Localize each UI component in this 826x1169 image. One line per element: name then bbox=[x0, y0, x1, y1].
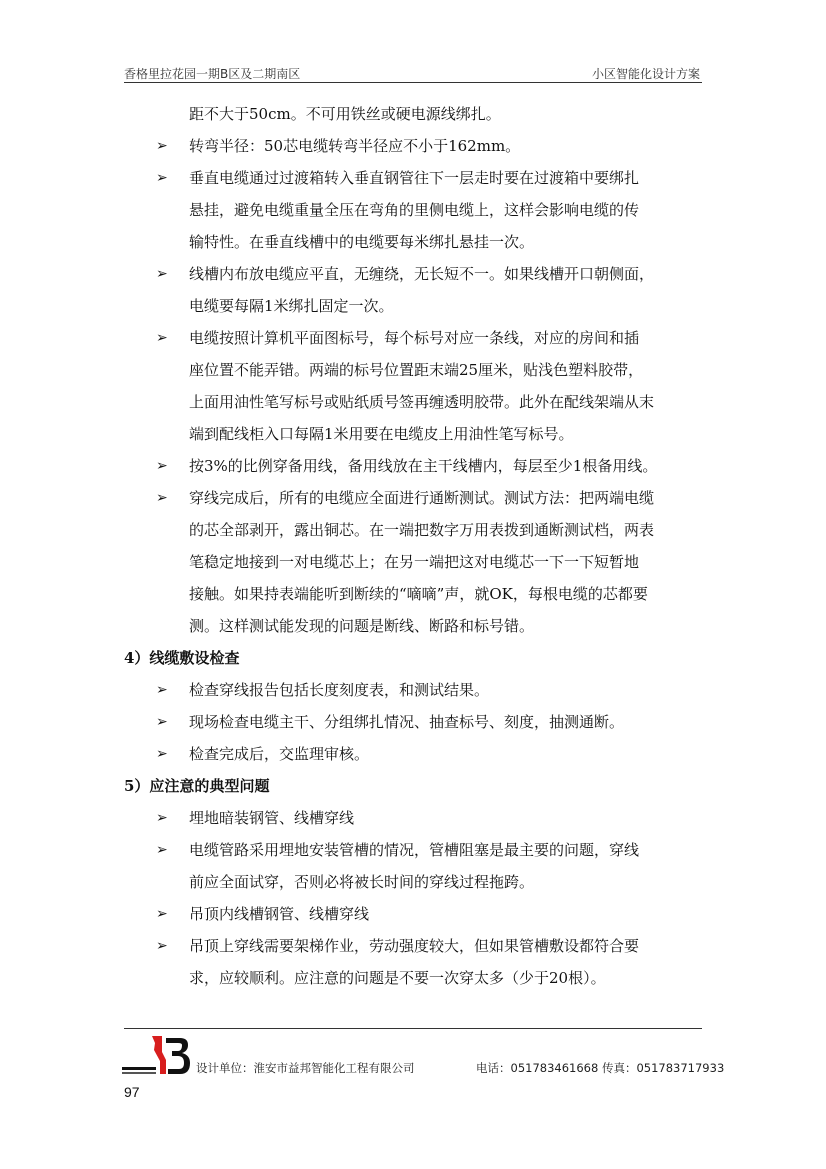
list-item-text: 检查完成后，交监理审核。 bbox=[189, 745, 370, 763]
list-item-text: 穿线完成后，所有的电缆应全面进行通断测试。测试方法：把两端电缆 bbox=[189, 489, 655, 507]
arrow-bullet-icon: ➢ bbox=[156, 938, 168, 954]
footer-contact: 电话：051783461668 传真：051783717933 bbox=[476, 1061, 725, 1075]
arrow-bullet-icon: ➢ bbox=[156, 746, 168, 762]
paragraph-line: 接触。如果持表端能听到断续的“嘀嘀”声，就OK，每根电缆的芯都要 bbox=[189, 585, 648, 603]
paragraph-line: 的芯全部剥开，露出铜芯。在一端把数字万用表拨到通断测试档，两表 bbox=[189, 521, 655, 539]
heading-text: 4）线缆敷设检查 bbox=[124, 649, 240, 667]
arrow-bullet-icon: ➢ bbox=[156, 458, 168, 474]
list-item-text: 检查穿线报告包括长度刻度表，和测试结果。 bbox=[189, 681, 490, 699]
paragraph-line: 端到配线柜入口每隔1米用要在电缆皮上用油性笔写标号。 bbox=[189, 425, 574, 443]
list-item bbox=[124, 738, 704, 770]
arrow-bullet-icon: ➢ bbox=[156, 714, 168, 730]
paragraph-line: 输特性。在垂直线槽中的电缆要每米绑扎悬挂一次。 bbox=[189, 233, 535, 251]
arrow-bullet-icon: ➢ bbox=[156, 842, 168, 858]
paragraph-line: 前应全面试穿，否则必将被长时间的穿线过程拖跨。 bbox=[189, 873, 535, 891]
list-item-text: 现场检查电缆主干、分组绑扎情况、抽查标号、刻度，抽测通断。 bbox=[189, 713, 625, 731]
arrow-bullet-icon: ➢ bbox=[156, 682, 168, 698]
document-body bbox=[124, 98, 704, 994]
arrow-bullet-icon: ➢ bbox=[156, 330, 168, 346]
list-item-text: 电缆按照计算机平面图标号，每个标号对应一条线，对应的房间和插 bbox=[189, 329, 640, 347]
list-item-text: 埋地暗装钢管、线槽穿线 bbox=[189, 809, 355, 827]
list-item bbox=[124, 674, 704, 706]
footer-company: 设计单位：淮安市益邦智能化工程有限公司 bbox=[196, 1061, 415, 1075]
paragraph-line: 电缆要每隔1米绑扎固定一次。 bbox=[189, 297, 394, 315]
list-item bbox=[124, 930, 704, 962]
list-item bbox=[124, 482, 704, 514]
section-heading bbox=[124, 770, 704, 802]
arrow-bullet-icon: ➢ bbox=[156, 490, 168, 506]
paragraph-line: 测。这样测试能发现的问题是断线、断路和标号错。 bbox=[189, 617, 535, 635]
arrow-bullet-icon: ➢ bbox=[156, 810, 168, 826]
list-item bbox=[124, 450, 704, 482]
arrow-bullet-icon: ➢ bbox=[156, 906, 168, 922]
list-item bbox=[124, 834, 704, 866]
footer-divider bbox=[124, 1028, 702, 1029]
header-doc-title: 小区智能化设计方案 bbox=[591, 67, 700, 81]
list-item-text: 转弯半径：50芯电缆转弯半径应不小于162mm。 bbox=[189, 137, 521, 155]
list-item bbox=[124, 898, 704, 930]
paragraph-line: 悬挂，避免电缆重量全压在弯角的里侧电缆上，这样会影响电缆的传 bbox=[189, 201, 640, 219]
list-item bbox=[124, 130, 704, 162]
header-project-title: 香格里拉花园一期B区及二期南区 bbox=[124, 67, 301, 81]
paragraph-line: 距不大于50cm。不可用铁丝或硬电源线绑扎。 bbox=[189, 105, 501, 123]
list-item-text: 吊顶上穿线需要架梯作业，劳动强度较大，但如果管槽敷设都符合要 bbox=[189, 937, 640, 955]
list-item bbox=[124, 802, 704, 834]
paragraph-line: 上面用油性笔写标号或贴纸质号签再缠透明胶带。此外在配线架端从末 bbox=[189, 393, 655, 411]
list-item-text: 按3%的比例穿备用线，备用线放在主干线槽内，每层至少1根备用线。 bbox=[189, 457, 658, 475]
page-number: 97 bbox=[124, 1084, 140, 1100]
section-heading bbox=[124, 642, 704, 674]
list-item bbox=[124, 322, 704, 354]
arrow-bullet-icon: ➢ bbox=[156, 138, 168, 154]
list-item bbox=[124, 706, 704, 738]
paragraph-line: 求，应较顺利。应注意的问题是不要一次穿太多（少于20根）。 bbox=[189, 969, 606, 987]
heading-text: 5）应注意的典型问题 bbox=[124, 777, 270, 795]
paragraph-line: 座位置不能弄错。两端的标号位置距末端25厘米，贴浅色塑料胶带， bbox=[189, 361, 644, 379]
list-item-text: 线槽内布放电缆应平直，无缠绕，无长短不一。如果线槽开口朝侧面， bbox=[189, 265, 655, 283]
list-item bbox=[124, 258, 704, 290]
list-item-text: 垂直电缆通过过渡箱转入垂直钢管往下一层走时要在过渡箱中要绑扎 bbox=[189, 169, 640, 187]
page-header bbox=[124, 64, 702, 83]
paragraph-line: 笔稳定地接到一对电缆芯上；在另一端把这对电缆芯一下一下短暂地 bbox=[189, 553, 640, 571]
list-item-text: 电缆管路采用埋地安装管槽的情况，管槽阻塞是最主要的问题，穿线 bbox=[189, 841, 640, 859]
arrow-bullet-icon: ➢ bbox=[156, 266, 168, 282]
list-item bbox=[124, 162, 704, 194]
arrow-bullet-icon: ➢ bbox=[156, 170, 168, 186]
list-item-text: 吊顶内线槽钢管、线槽穿线 bbox=[189, 905, 370, 923]
company-logo-icon bbox=[122, 1034, 194, 1078]
